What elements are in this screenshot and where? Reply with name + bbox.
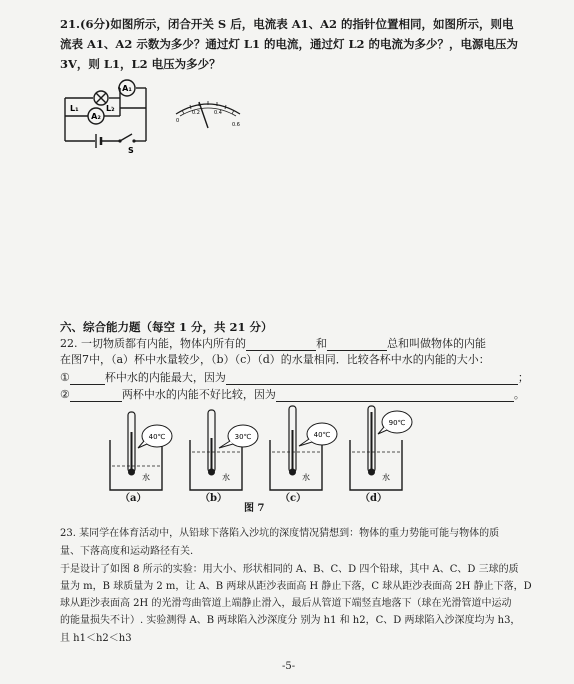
q22-item-1-blank-b[interactable]	[226, 373, 518, 385]
q21-line-2: 流表 A1、A2 示数为多少？通过灯 L1 的电流，通过灯 L2 的电流为多少？，电源电压为	[60, 37, 519, 51]
q22-line-1	[60, 337, 486, 351]
circuit-diagram	[60, 76, 155, 156]
q22-item-2-blank-a[interactable]	[70, 390, 122, 402]
q23-line-4: 量为 m，B 球质量为 2 m，让 A、B 两球从距沙表面高 H 静止下落，C 球从距沙表面高 2H 静止下落，D	[60, 581, 532, 592]
cup-a-water: 水	[142, 473, 150, 482]
cup-d	[350, 406, 412, 490]
q22-item-1-blank-a[interactable]	[70, 373, 105, 385]
q22-item-1-text: 杯中水的内能最大，因为	[104, 371, 226, 384]
q22-item-1-end: ；	[517, 371, 529, 384]
q22-line-2: 在图7中，（a）杯中水量较少，（b）（c）（d）的水量相同．比较各杯中水的内能的大小：	[60, 353, 490, 366]
q22-item-2-blank-b[interactable]	[276, 390, 514, 402]
cup-a-temp: 40℃	[148, 433, 166, 441]
q22-item-2-end: 。	[513, 388, 525, 401]
q22-text-c: 总和叫做物体的内能	[387, 337, 486, 350]
q22-item-1	[60, 371, 529, 385]
cup-d-temp: 90℃	[388, 419, 406, 427]
dial-tick-0.6: 0.6	[232, 122, 240, 128]
dial-tick-0.2: 0.2	[192, 110, 200, 116]
q22-text-b: 和	[316, 337, 327, 350]
ammeter-a2-label: A₂	[91, 112, 101, 121]
switch-s-label: S	[128, 146, 134, 155]
q23-line-7: 且 h1＜h2＜h3	[60, 633, 132, 644]
figure-7	[95, 402, 415, 502]
q23-line-6: 的能量损失不计）. 实验测得 A、B 两球陷入沙深度分 别为 h1 和 h2，C、D 两球陷入沙深度均为 h3，	[60, 615, 521, 626]
cup-a-label: （a）	[120, 493, 147, 504]
ammeter-a1-label: A₁	[122, 84, 132, 93]
q22-item-2	[60, 388, 525, 402]
q22-blank-2[interactable]	[327, 339, 387, 351]
cup-a	[110, 412, 172, 490]
figure-7-title: 图 7	[244, 503, 265, 514]
ammeter-dial	[168, 92, 248, 132]
lamp-l2-label: L₂	[106, 104, 115, 113]
q22-item-2-num: ②	[60, 388, 70, 401]
q22-text-a: 22. 一切物质都有内能，物体内所有的	[60, 337, 246, 350]
cup-c-temp: 40℃	[313, 431, 331, 439]
cup-d-label: （d）	[360, 493, 387, 504]
page-number: -5-	[282, 661, 296, 672]
dial-tick-0.4: 0.4	[214, 110, 222, 116]
q23-line-5: 球从距沙表面高 2H 的光滑弯曲管道上端静止滑入，最后从管道下端竖直地落下（球在光滑管道中运动	[60, 598, 512, 609]
q22-item-1-num: ①	[60, 371, 70, 384]
section-6-heading: 六、综合能力题（每空 1 分，共 21 分）	[60, 320, 273, 334]
lamp-l1-label: L₁	[70, 104, 79, 113]
q21-line-3: 3V，则 L1，L2 电压为多少？	[60, 57, 221, 71]
q22-item-2-text: 两杯中水的内能不好比较，因为	[121, 388, 276, 401]
q23-line-2: 量、下落高度和运动路径有关.	[60, 546, 194, 557]
dial-tick-0: 0	[176, 118, 180, 124]
cup-b-temp: 30℃	[234, 433, 252, 441]
cup-b	[190, 410, 258, 490]
cup-c	[270, 406, 337, 490]
cup-c-label: （c）	[280, 493, 307, 504]
cup-b-label: （b）	[200, 493, 227, 504]
q23-line-3: 于是设计了如图 8 所示的实验：用大小、形状相同的 A、B、C、D 四个铅球，其中 A、C、D 三球的质	[60, 564, 519, 575]
q23-line-1: 23. 某同学在体育活动中，从铅球下落陷入沙坑的深度情况猜想到：物体的重力势能可能与物体的质	[60, 528, 500, 539]
q21-line-1: 21.(6分)如图所示，闭合开关 S 后，电流表 A1、A2 的指针位置相同，如图所示，则电	[60, 17, 514, 31]
q22-blank-1[interactable]	[246, 339, 316, 351]
cup-b-water: 水	[222, 473, 230, 482]
cup-c-water: 水	[302, 473, 310, 482]
cup-d-water: 水	[382, 473, 390, 482]
